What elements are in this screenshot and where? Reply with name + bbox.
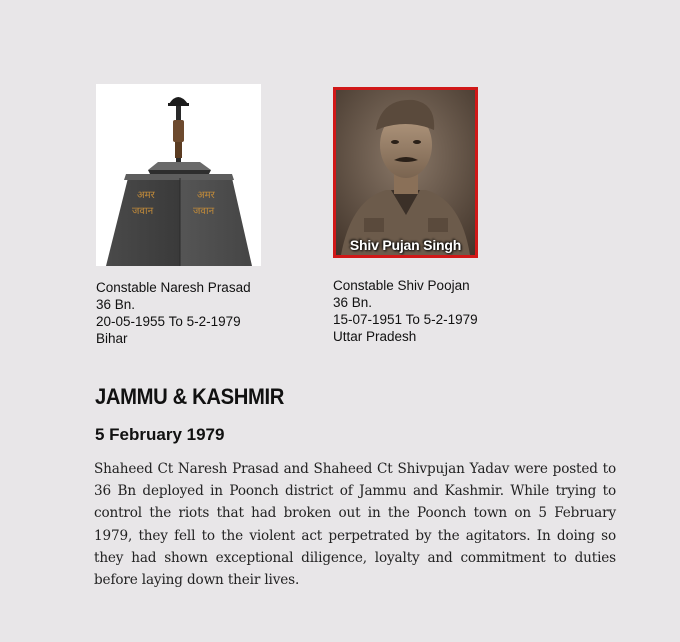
amar-jawan-memorial-image [96,84,261,266]
soldier-state: Bihar [96,331,128,346]
section-title: JAMMU & KASHMIR [95,384,285,409]
plaque-left-line2: जवान [132,206,154,217]
soldier-name: Constable Naresh Prasad [96,280,251,295]
plaque-left-line1: अमर [137,190,155,201]
soldier-unit: 36 Bn. [96,297,136,312]
photo-overlay-name: Shiv Pujan Singh [349,237,462,253]
soldier-unit: 36 Bn. [333,295,373,310]
soldier-caption-1 [96,279,251,347]
soldier-name: Constable Shiv Poojan [333,278,470,293]
soldier-caption-2 [333,277,478,345]
soldier-state: Uttar Pradesh [333,329,417,344]
section-date: 5 February 1979 [95,425,225,444]
plaque-right-line1: अमर [197,190,215,201]
soldier-portrait-photo [333,87,478,258]
soldier-dates: 15-07-1951 To 5-2-1979 [333,312,478,327]
soldier-dates: 20-05-1955 To 5-2-1979 [96,314,241,329]
plaque-right-line2: जवान [193,206,215,217]
section-body-paragraph: Shaheed Ct Naresh Prasad and Shaheed Ct Shivpujan Yadav were posted to 36 Bn deployed in Poonch district of Jammu and Kashmir. While trying to control the riots that had broken out in the Poonch town on 5 February 1979, they fell to the violent act perpetrated by the agitators. In doing so they had shown exceptional diligence, loyalty and commitment to duties before laying down their lives. [94,461,616,589]
